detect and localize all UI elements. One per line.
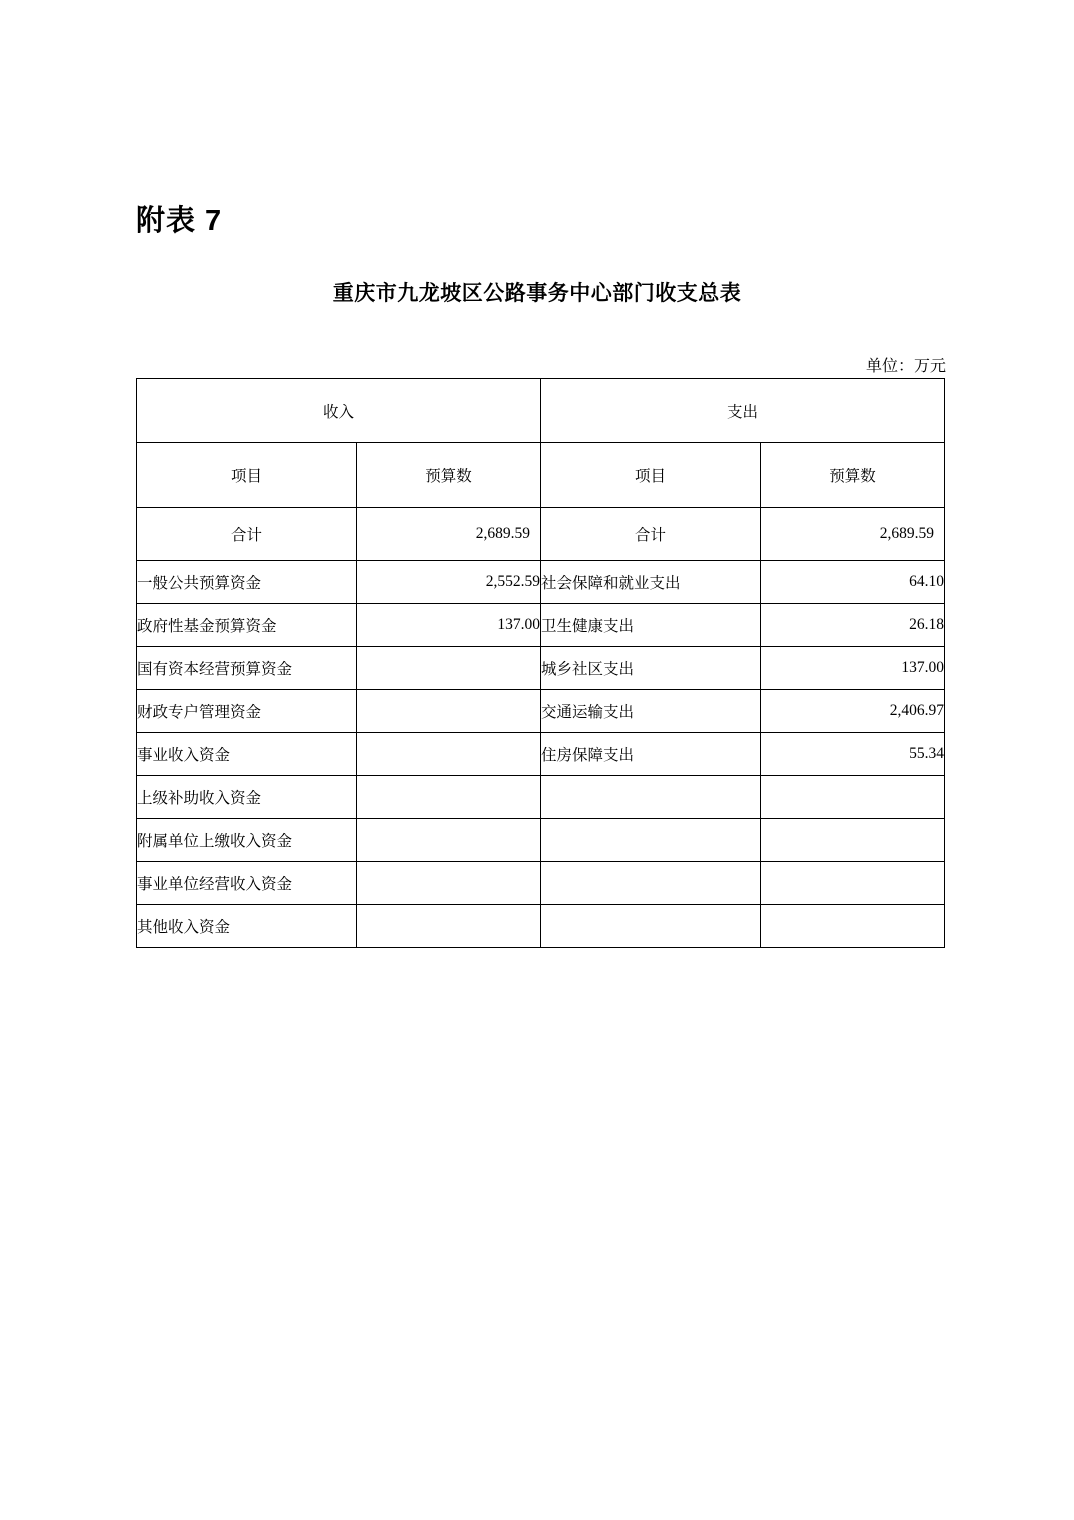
income-item: 政府性基金预算资金 <box>137 604 357 647</box>
table-row <box>137 604 945 647</box>
table-row <box>137 776 945 819</box>
income-value: 137.00 <box>357 604 541 647</box>
table-total-row <box>137 508 945 561</box>
group-header-income: 收入 <box>137 379 541 443</box>
income-value <box>357 819 541 862</box>
table-row <box>137 561 945 604</box>
expenditure-value <box>761 819 945 862</box>
total-expenditure-label: 合计 <box>541 508 761 561</box>
income-item: 附属单位上缴收入资金 <box>137 819 357 862</box>
table-group-header-row <box>137 379 945 443</box>
income-item: 一般公共预算资金 <box>137 561 357 604</box>
income-value <box>357 733 541 776</box>
income-value <box>357 905 541 948</box>
attachment-label: 附表 7 <box>136 205 223 237</box>
income-value <box>357 690 541 733</box>
expenditure-value: 55.34 <box>761 733 945 776</box>
expenditure-value <box>761 905 945 948</box>
column-header-income-item: 项目 <box>137 443 357 508</box>
expenditure-value <box>761 862 945 905</box>
expenditure-item: 城乡社区支出 <box>541 647 761 690</box>
table-row <box>137 733 945 776</box>
expenditure-value: 2,406.97 <box>761 690 945 733</box>
income-item: 事业单位经营收入资金 <box>137 862 357 905</box>
expenditure-value: 26.18 <box>761 604 945 647</box>
page-title: 重庆市九龙坡区公路事务中心部门收支总表 <box>332 282 742 305</box>
expenditure-item: 住房保障支出 <box>541 733 761 776</box>
table-row <box>137 862 945 905</box>
expenditure-item: 社会保障和就业支出 <box>541 561 761 604</box>
total-income-label: 合计 <box>137 508 357 561</box>
column-header-income-budget: 预算数 <box>357 443 541 508</box>
table-row <box>137 905 945 948</box>
income-item: 财政专户管理资金 <box>137 690 357 733</box>
expenditure-item: 卫生健康支出 <box>541 604 761 647</box>
total-income-value: 2,689.59 <box>357 508 541 561</box>
table-row <box>137 819 945 862</box>
expenditure-value <box>761 776 945 819</box>
table-column-header-row <box>137 443 945 508</box>
table-row <box>137 690 945 733</box>
table-row <box>137 647 945 690</box>
unit-note: 单位：万元 <box>865 358 946 375</box>
total-expenditure-value: 2,689.59 <box>761 508 945 561</box>
column-header-expenditure-budget: 预算数 <box>761 443 945 508</box>
income-item: 其他收入资金 <box>137 905 357 948</box>
income-item: 国有资本经营预算资金 <box>137 647 357 690</box>
expenditure-item <box>541 819 761 862</box>
expenditure-value: 64.10 <box>761 561 945 604</box>
income-item: 上级补助收入资金 <box>137 776 357 819</box>
column-header-expenditure-item: 项目 <box>541 443 761 508</box>
expenditure-value: 137.00 <box>761 647 945 690</box>
income-value: 2,552.59 <box>357 561 541 604</box>
income-value <box>357 776 541 819</box>
income-item: 事业收入资金 <box>137 733 357 776</box>
group-header-expenditure: 支出 <box>541 379 945 443</box>
expenditure-item <box>541 905 761 948</box>
income-value <box>357 647 541 690</box>
expenditure-item: 交通运输支出 <box>541 690 761 733</box>
income-value <box>357 862 541 905</box>
expenditure-item <box>541 862 761 905</box>
expenditure-item <box>541 776 761 819</box>
budget-table <box>136 378 945 948</box>
